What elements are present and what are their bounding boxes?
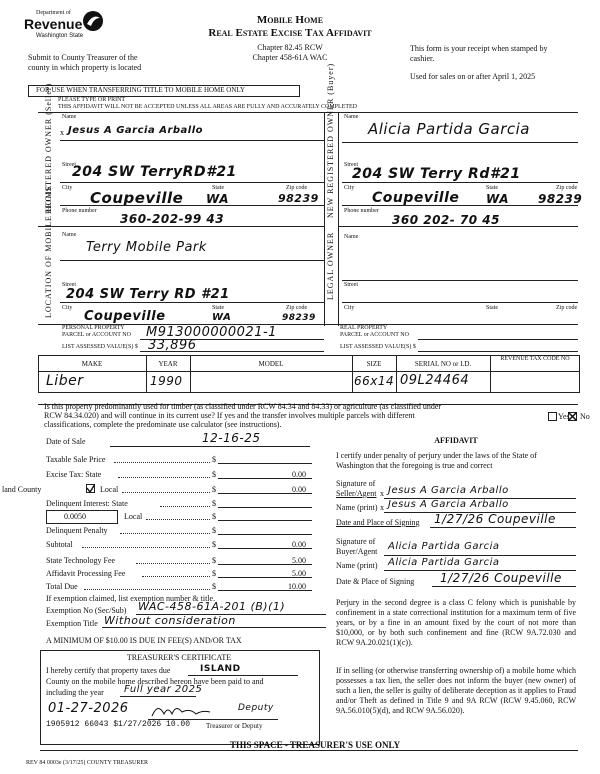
parcel-label-line2: PARCEL or ACCOUNT NO bbox=[62, 332, 131, 338]
submit-instruction bbox=[28, 53, 141, 73]
transfer-banner-text: FOR USE WHEN TRANSFERRING TITLE TO MOBILE HOME ONLY bbox=[36, 86, 246, 94]
excise-local-value[interactable]: 0.00 bbox=[292, 485, 306, 494]
legal-zip-label: Zip code bbox=[556, 305, 578, 311]
dor-logo bbox=[24, 10, 104, 44]
timber-question bbox=[44, 402, 514, 429]
treasurer-deputy-label: Treasurer or Deputy bbox=[206, 722, 263, 730]
location-state-field[interactable]: WA bbox=[212, 312, 232, 323]
location-zip-label: Zip code bbox=[286, 305, 308, 311]
legal-name-label: Name bbox=[344, 234, 359, 240]
checkmark-icon bbox=[86, 484, 95, 493]
real-label-line2: PARCEL or ACCOUNT NO bbox=[340, 332, 409, 338]
seller-signature[interactable]: Jesus A Garcia Arballo bbox=[388, 485, 509, 496]
legal-street-label: Street bbox=[344, 282, 358, 288]
affidavit-title: AFFIDAVIT bbox=[434, 436, 478, 445]
buyer-street-label: Street bbox=[344, 162, 358, 168]
seller-sig-label2: Seller/Agent bbox=[336, 489, 377, 498]
perjury-text: Perjury in the second degree is a class C felony which is punishable by confinement in a state correctional institution for a maximum term of five years, or by a fine in an amount fixed by the court of not more than $10,000, or by both such confinement and fine (RCW 9A.72.030 and RCW 9A.20.021(1)(c)). bbox=[336, 598, 576, 647]
tax-lien-warning bbox=[336, 666, 576, 716]
chapter-rcw: Chapter 82.45 RCW bbox=[257, 43, 323, 52]
seller-side-label: REGISTERED OWNER (Seller) bbox=[44, 82, 53, 214]
buyer-city-field[interactable]: Coupeville bbox=[372, 190, 460, 206]
buyer-date-place[interactable]: 1/27/26 Coupeville bbox=[440, 571, 562, 585]
please-type: PLEASE TYPE OR PRINT bbox=[58, 97, 126, 103]
buyer-side-label: NEW REGISTERED OWNER (Buyer) bbox=[326, 62, 335, 218]
seller-sig-label1: Signature of bbox=[336, 479, 376, 488]
assessed-label-right: LIST ASSESSED VALUE(S) $ bbox=[340, 344, 416, 350]
real-label-line1: REAL PROPERTY bbox=[340, 325, 388, 331]
buyer-print-label: Name (print) bbox=[336, 561, 378, 570]
treasurer-signature-mark bbox=[150, 700, 240, 720]
col-serial: SERIAL NO or I.D. bbox=[414, 360, 472, 368]
exemption-title-label: Exemption Title bbox=[46, 619, 98, 628]
chapter-refs bbox=[190, 43, 390, 63]
logo-main-text: Revenue bbox=[24, 16, 83, 32]
date-of-sale-field[interactable]: 12-16-25 bbox=[202, 431, 261, 445]
seller-sig-x: x bbox=[380, 489, 384, 498]
taxable-price-label: Taxable Sale Price bbox=[46, 455, 106, 464]
make-field[interactable]: Liber bbox=[46, 373, 84, 389]
tech-dollar: $ bbox=[212, 556, 216, 565]
chapter-wac: Chapter 458-61A WAC bbox=[252, 53, 328, 62]
serial-field[interactable]: 09L24464 bbox=[400, 373, 470, 388]
treasurer-line1: I hereby certify that property taxes due bbox=[46, 666, 171, 675]
tech-fee-value[interactable]: 5.00 bbox=[292, 556, 306, 565]
subtotal-label: Subtotal bbox=[46, 540, 73, 549]
seller-name-field[interactable]: Jesus A Garcia Arballo bbox=[68, 125, 204, 136]
title-line-1: Mobile Home bbox=[256, 14, 324, 26]
buyer-name-field[interactable]: Alicia Partida Garcia bbox=[368, 120, 530, 138]
delinq-rate-value: 0.0050 bbox=[64, 512, 86, 521]
date-of-sale-label: Date of Sale bbox=[46, 437, 86, 446]
timber-no-label: No bbox=[580, 412, 590, 421]
buyer-sig-label2: Buyer/Agent bbox=[336, 547, 378, 556]
location-city-label: City bbox=[62, 305, 73, 311]
buyer-zip-label: Zip code bbox=[556, 185, 578, 191]
total-due-label: Total Due bbox=[46, 582, 78, 591]
affidavit-certify bbox=[336, 451, 537, 471]
col-year: YEAR bbox=[158, 360, 178, 368]
year-field[interactable]: 1990 bbox=[150, 374, 183, 388]
location-name-label: Name bbox=[62, 232, 77, 238]
real-parcel-label bbox=[340, 325, 409, 339]
timber-no-checkbox[interactable] bbox=[568, 412, 577, 421]
buyer-signature[interactable]: Alicia Partida Garcia bbox=[388, 541, 500, 552]
seller-date-label: Date and Place of Signing bbox=[336, 518, 420, 527]
receipt-line-2: cashier. bbox=[410, 54, 435, 63]
subtotal-dollar: $ bbox=[212, 540, 216, 549]
receipt-line-1: This form is your receipt when stamped by bbox=[410, 44, 548, 53]
seller-sig-label bbox=[336, 479, 376, 499]
treasurer-year[interactable]: Full year 2025 bbox=[124, 684, 203, 695]
assessed-value-field[interactable]: 33,896 bbox=[148, 338, 197, 353]
delinq-penalty-label: Delinquent Penalty bbox=[46, 526, 108, 535]
parcel-label-line1: PERSONAL PROPERTY bbox=[62, 325, 125, 331]
legal-state-label: State bbox=[486, 305, 498, 311]
seller-phone-label: Phone number bbox=[62, 208, 97, 214]
receipt-note bbox=[410, 44, 548, 64]
col-size: SIZE bbox=[366, 360, 382, 368]
excise-local-label: Local bbox=[100, 485, 119, 494]
delinq-local-dollar: $ bbox=[212, 512, 216, 521]
buyer-date-label: Date & Place of Signing bbox=[336, 577, 415, 586]
treasurer-use-only: THIS SPACE - TREASURER'S USE ONLY bbox=[230, 740, 401, 750]
seller-print-label: Name (print) bbox=[336, 503, 378, 512]
logo-swoosh-icon bbox=[82, 10, 104, 32]
buyer-name-label: Name bbox=[344, 114, 359, 120]
seller-state-field[interactable]: WA bbox=[206, 192, 230, 206]
seller-street-label: Street bbox=[62, 162, 76, 168]
perjury-warning bbox=[336, 598, 576, 648]
col-tax-code: REVENUE TAX CODE NO bbox=[500, 356, 570, 362]
buyer-state-field[interactable]: WA bbox=[486, 192, 510, 206]
total-dollar: $ bbox=[212, 582, 216, 591]
delinq-interest-label: Delinquent Interest: State bbox=[46, 499, 128, 508]
treasurer-date[interactable]: 01-27-2026 bbox=[48, 701, 129, 716]
excise-state-value[interactable]: 0.00 bbox=[292, 470, 306, 479]
seller-x-mark: x bbox=[60, 128, 64, 137]
assessed-label-left: LIST ASSESSED VALUE(S) $ bbox=[62, 344, 138, 350]
seller-zip-label: Zip code bbox=[286, 185, 308, 191]
seller-phone-field[interactable]: 360-202-99 43 bbox=[120, 212, 225, 226]
penalty-dollar: $ bbox=[212, 526, 216, 535]
seller-city-label: City bbox=[62, 185, 73, 191]
form-number: REV 84 0003e (3/17/25) COUNTY TREASURER bbox=[26, 760, 149, 766]
check-x-icon bbox=[568, 412, 577, 421]
total-due-value[interactable]: 10.00 bbox=[288, 582, 306, 591]
size-field[interactable]: 66x14 bbox=[354, 374, 395, 388]
exemption-title-field[interactable]: Without consideration bbox=[104, 614, 236, 627]
buyer-sig-label bbox=[336, 537, 377, 557]
affidavit-fee-label: Affidavit Processing Fee bbox=[46, 569, 126, 578]
minimum-due-note: A MINIMUM OF $10.00 IS DUE IN FEE(S) AND/OR TAX bbox=[46, 636, 242, 645]
timber-yes-checkbox[interactable] bbox=[548, 412, 557, 421]
certify-line1: I certify under penalty of perjury under the laws of the State of bbox=[336, 451, 537, 460]
seller-street-field[interactable]: 204 SW TerryRD#21 bbox=[72, 164, 237, 180]
seller-date-place[interactable]: 1/27/26 Coupeville bbox=[434, 512, 556, 526]
local-dollar: $ bbox=[212, 485, 216, 494]
location-street-label: Street bbox=[62, 282, 76, 288]
buyer-state-label: State bbox=[486, 185, 498, 191]
delinq-local-label: Local bbox=[124, 512, 143, 521]
subtotal-value[interactable]: 0.00 bbox=[292, 540, 306, 549]
buyer-city-label: City bbox=[344, 185, 355, 191]
timber-q-line1: Is this property predominantly used for timber (as classified under RCW 84.34 and 84.33) or agriculture (as classified under bbox=[44, 402, 442, 411]
seller-zip-field[interactable]: 98239 bbox=[278, 192, 319, 205]
title-line-2: Real Estate Excise Tax Affidavit bbox=[208, 27, 372, 39]
buyer-phone-label: Phone number bbox=[344, 208, 379, 214]
buyer-print-name[interactable]: Alicia Partida Garcia bbox=[388, 557, 500, 568]
buyer-phone-field[interactable]: 360 202- 70 45 bbox=[392, 213, 501, 227]
logo-top-text: Department of bbox=[36, 10, 71, 16]
timber-q-line2: RCW 84.34.020) and will continue in its current use? If yes and the transfer involves multiple parcels with different bbox=[44, 411, 415, 420]
logo-sub-text: Washington State bbox=[36, 33, 84, 39]
excise-state-label: Excise Tax: State bbox=[46, 470, 102, 479]
form-title bbox=[190, 14, 390, 40]
accept-warning: THIS AFFIDAVIT WILL NOT BE ACCEPTED UNLESS ALL AREAS ARE FULLY AND ACCURATELY COMPLETED bbox=[58, 104, 357, 110]
tech-fee-label: State Technology Fee bbox=[46, 556, 116, 565]
buyer-street-field[interactable]: 204 SW Terry Rd#21 bbox=[352, 166, 521, 182]
treasurer-line2: County on the mobile home described hereon have been paid to and bbox=[46, 677, 264, 686]
exemption-no-label: Exemption No (Sec/Sub) bbox=[46, 606, 127, 615]
treasurer-county[interactable]: ISLAND bbox=[200, 664, 241, 674]
location-zip-field[interactable]: 98239 bbox=[282, 313, 316, 323]
certify-line2: Washington that the foregoing is true and correct bbox=[336, 461, 493, 470]
location-state-label: State bbox=[212, 305, 224, 311]
delinq-int-dollar: $ bbox=[212, 499, 216, 508]
legal-side-label: LEGAL OWNER bbox=[326, 231, 335, 300]
seller-name-label: Name bbox=[62, 114, 77, 120]
timber-yes-label: Yes bbox=[558, 412, 570, 421]
col-make: MAKE bbox=[81, 360, 103, 368]
county-local-checkbox[interactable] bbox=[86, 484, 95, 493]
affidavit-fee-value[interactable]: 5.00 bbox=[292, 569, 306, 578]
treasurer-line3: including the year bbox=[46, 688, 104, 697]
buyer-sig-label1: Signature of bbox=[336, 537, 376, 546]
seller-state-label: State bbox=[212, 185, 224, 191]
legal-city-label: City bbox=[344, 305, 355, 311]
seller-print-name[interactable]: Jesus A Garcia Arballo bbox=[388, 499, 509, 510]
affidavit-dollar: $ bbox=[212, 569, 216, 578]
exemption-no-field[interactable]: WAC-458-61A-201 (B)(1) bbox=[138, 600, 286, 613]
seller-city-field[interactable]: Coupeville bbox=[90, 189, 184, 207]
seller-print-x: x bbox=[380, 503, 384, 512]
location-city-field[interactable]: Coupeville bbox=[84, 309, 166, 324]
submit-line-1: Submit to County Treasurer of the bbox=[28, 53, 138, 62]
buyer-zip-field[interactable]: 98239 bbox=[538, 192, 583, 206]
exemption-claimed-note: If exemption claimed, list exemption number & title. bbox=[46, 594, 216, 603]
location-street-field[interactable]: 204 SW Terry RD #21 bbox=[66, 287, 230, 302]
personal-parcel-field[interactable]: M913000000021-1 bbox=[146, 325, 277, 340]
treasurer-signature[interactable]: Deputy bbox=[238, 703, 274, 713]
personal-parcel-label bbox=[62, 325, 131, 339]
tax-lien-text: If in selling (or otherwise transferring ownership of) a mobile home which possesses a tax lien, the seller does not inform the buyer (new owner) of such a lien, the seller is guilty of deliberate deception as it applies to Fraud and/or Theft as defined in Title 9 and 9A RCW (RCW 9.45.060, RCW 9A.56.010(5)(d), and RCW 9A.56.020). bbox=[336, 666, 576, 715]
location-side-label: LOCATION OF MOBILE HOME bbox=[44, 184, 53, 318]
county-prefix: land County bbox=[2, 485, 42, 494]
location-name-field[interactable]: Terry Mobile Park bbox=[86, 240, 207, 255]
timber-q-line3: classifications, complete the predominate use calculator (see instructions). bbox=[44, 420, 282, 429]
submit-line-2: county in which property is located bbox=[28, 63, 142, 72]
treasurer-certificate bbox=[40, 650, 320, 745]
sales-date-note: Used for sales on or after April 1, 2025 bbox=[410, 72, 536, 81]
receipt-stamp: 1905912 66043 $1/27/2026 10.00 bbox=[46, 720, 191, 729]
col-model: MODEL bbox=[258, 360, 284, 368]
taxable-dollar: $ bbox=[212, 455, 216, 464]
excise-dollar: $ bbox=[212, 470, 216, 479]
treasurer-cert-title: TREASURER'S CERTIFICATE bbox=[126, 653, 232, 662]
